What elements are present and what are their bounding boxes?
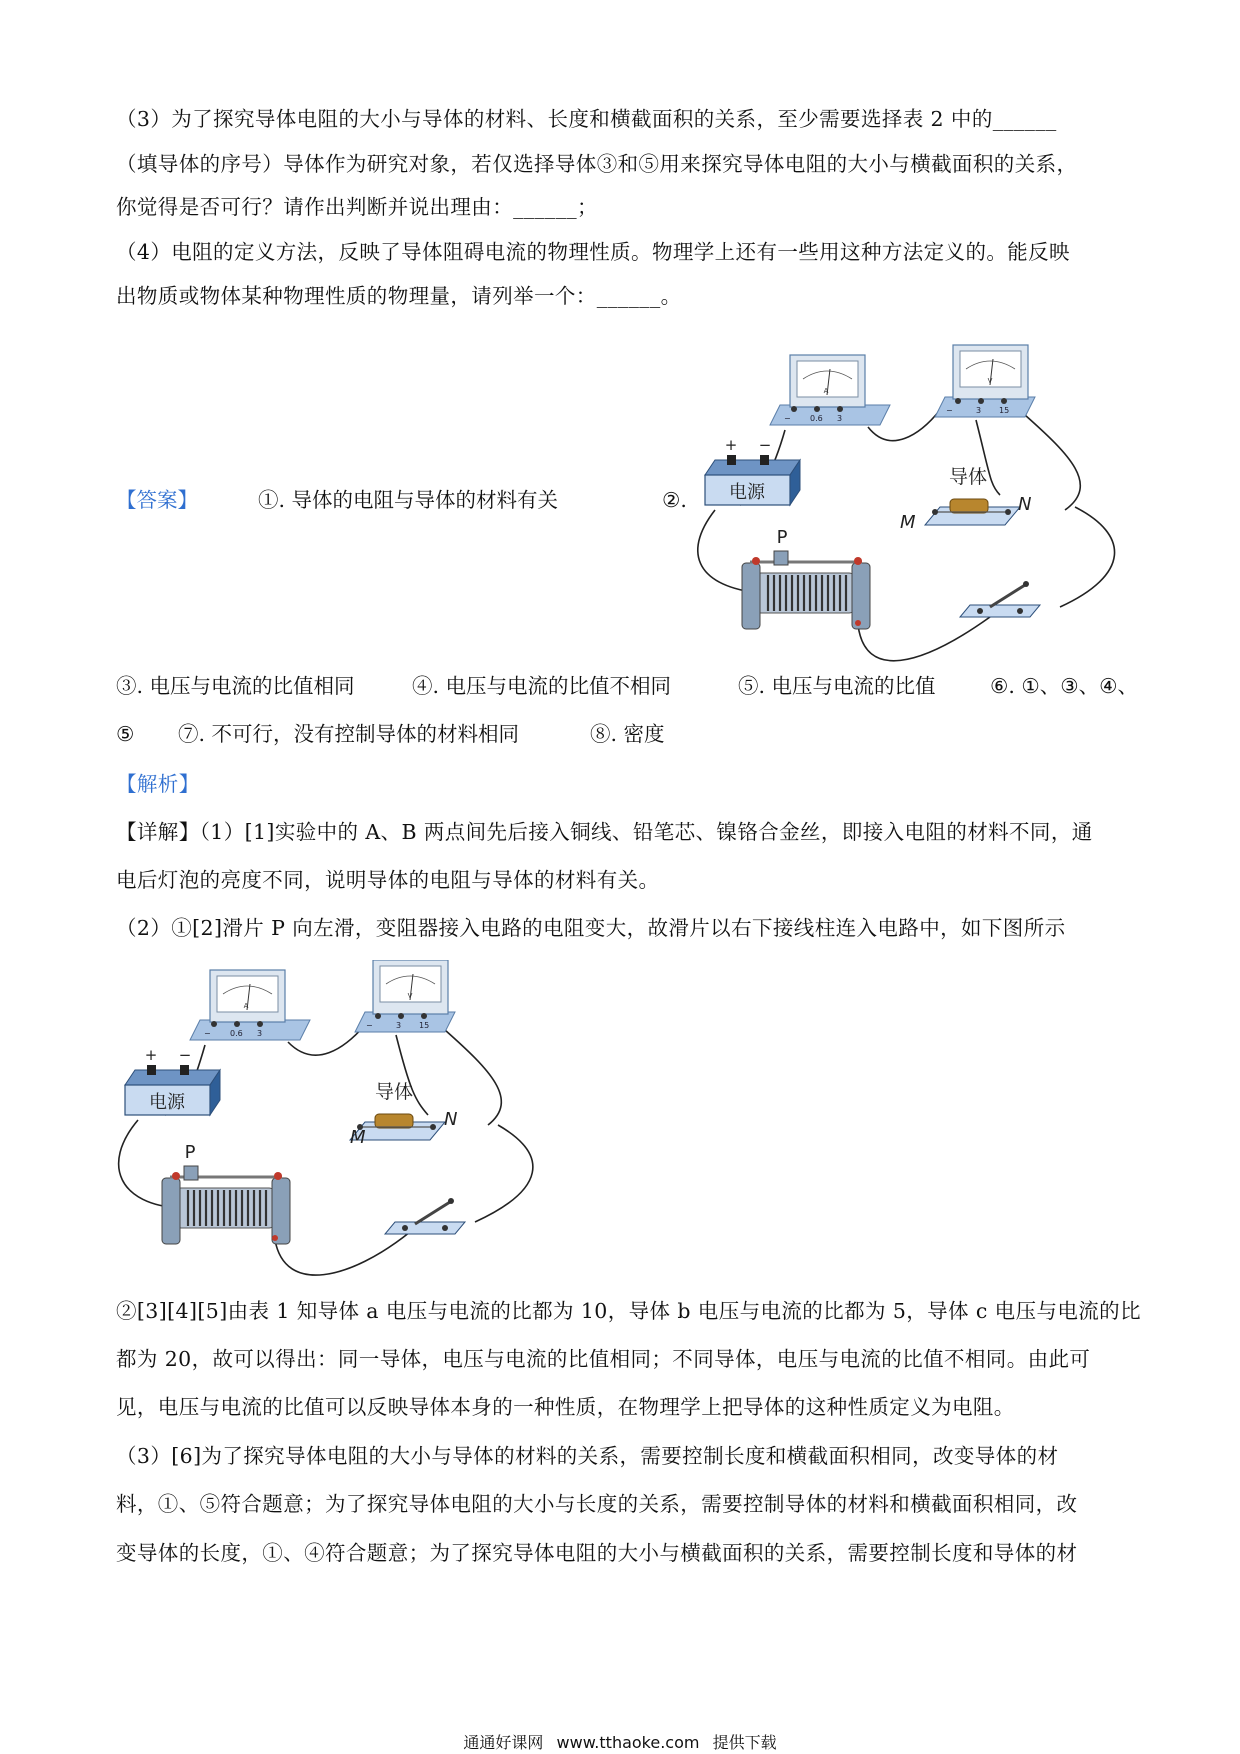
ammeter: [770, 355, 890, 425]
switch: [385, 1198, 465, 1234]
voltmeter-symbol: V: [407, 992, 413, 1000]
power-minus: −: [178, 1046, 192, 1064]
voltmeter-terminal-3: 3: [396, 1021, 402, 1030]
answer-3: ③. 电压与电流的比值相同: [116, 674, 355, 698]
slider-p: P: [776, 527, 788, 548]
footer-action: 提供下载: [712, 1733, 777, 1752]
terminal-n: N: [1018, 494, 1032, 515]
power-source: [705, 436, 800, 505]
answer-8: ⑧. 密度: [590, 722, 665, 746]
answer-7: ⑦. 不可行，没有控制导体的材料相同: [178, 722, 520, 746]
conductor: [900, 466, 1031, 533]
footer-url[interactable]: www.tthaoke.com: [556, 1733, 700, 1752]
q3-line-2: （填导体的序号）导体作为研究对象，若仅选择导体③和⑤用来探究导体电阻的大小与横截面积的关系，: [116, 152, 1078, 176]
conductor-label: 导体: [374, 1081, 414, 1103]
answer-4: ④. 电压与电流的比值不相同: [412, 674, 672, 698]
voltmeter: [935, 345, 1035, 417]
ammeter-symbol: A: [823, 387, 829, 395]
voltmeter-terminal-15: 15: [419, 1021, 430, 1030]
power-source: [125, 1046, 220, 1115]
footer-site-name: 通通好课网: [463, 1733, 544, 1752]
detail-line-9: 变导体的长度，①、④符合题意；为了探究导体电阻的大小与横截面积的关系，需要控制长度和导体的材: [116, 1541, 1078, 1565]
q3-line-1: （3）为了探究导体电阻的大小与导体的材料、长度和横截面积的关系，至少需要选择表 2 中的______: [116, 107, 1057, 131]
detail-line-2: 电后灯泡的亮度不同，说明导体的电阻与导体的材料有关。: [116, 868, 660, 892]
analysis-tag: 【解析】: [116, 772, 200, 796]
power-plus: +: [724, 436, 738, 454]
answer-5: ⑤. 电压与电流的比值: [738, 674, 936, 698]
voltmeter-symbol: V: [987, 377, 993, 385]
answer-6-cont: ⑤: [116, 722, 135, 746]
slider-p: P: [184, 1142, 196, 1163]
switch: [960, 581, 1040, 617]
detail-line-5: 都为 20，故可以得出：同一导体，电压与电流的比值相同；不同导体，电压与电流的比值不相同。由此可: [116, 1347, 1091, 1371]
ammeter-terminal-neg: −: [204, 1029, 211, 1038]
detail-line-7: （3）[6]为了探究导体电阻的大小与导体的材料的关系，需要控制长度和横截面积相同，改变导体的材: [116, 1444, 1059, 1468]
ammeter-terminal-3: 3: [837, 414, 843, 423]
detail-line-3: （2）①[2]滑片 P 向左滑，变阻器接入电路的电阻变大，故滑片以右下接线柱连入电路中，如下图所示: [116, 916, 1066, 940]
circuit-diagram-analysis: [110, 960, 550, 1285]
voltmeter-terminal-neg: −: [366, 1021, 373, 1030]
conductor-label: 导体: [948, 466, 988, 488]
ammeter: [190, 970, 310, 1040]
ammeter-terminal-06: 0.6: [230, 1029, 243, 1038]
page-footer: [0, 1733, 1240, 1753]
ammeter-terminal-3: 3: [257, 1029, 263, 1038]
rheostat: [162, 1142, 290, 1244]
voltmeter: [355, 960, 455, 1032]
q3-line-3: 你觉得是否可行？请作出判断并说出理由：______；: [116, 195, 598, 219]
power-label: 电源: [149, 1092, 185, 1113]
voltmeter-terminal-3: 3: [976, 406, 982, 415]
detail-line-1: 【详解】（1）[1]实验中的 A、B 两点间先后接入铜线、铅笔芯、镍铬合金丝，即接入电阻的材料不同，通: [116, 820, 1093, 844]
power-label: 电源: [729, 482, 765, 503]
ammeter-symbol: A: [243, 1002, 249, 1010]
ammeter-terminal-neg: −: [784, 414, 791, 423]
q4-line-2: 出物质或物体某种物理性质的物理量，请列举一个：______。: [116, 284, 682, 308]
rheostat: [742, 527, 870, 629]
detail-line-4: ②[3][4][5]由表 1 知导体 a 电压与电流的比都为 10，导体 b 电压与电流的比都为 5，导体 c 电压与电流的比: [116, 1299, 1141, 1323]
ammeter-terminal-06: 0.6: [810, 414, 823, 423]
answer-2: ②.: [662, 488, 687, 512]
answer-6: ⑥. ①、③、④、: [990, 674, 1139, 698]
conductor: [350, 1081, 457, 1148]
terminal-m: M: [900, 512, 916, 533]
voltmeter-terminal-neg: −: [946, 406, 953, 415]
answer-1: ①. 导体的电阻与导体的材料有关: [258, 488, 559, 512]
circuit-diagram-answer: [690, 335, 1130, 670]
power-plus: +: [144, 1046, 158, 1064]
terminal-m: M: [350, 1127, 366, 1148]
voltmeter-terminal-15: 15: [999, 406, 1010, 415]
q4-line-1: （4）电阻的定义方法，反映了导体阻碍电流的物理性质。物理学上还有一些用这种方法定义的。能反映: [116, 240, 1070, 264]
terminal-n: N: [444, 1109, 458, 1130]
detail-line-6: 见，电压与电流的比值可以反映导体本身的一种性质，在物理学上把导体的这种性质定义为电阻。: [116, 1395, 1015, 1419]
answer-tag: 【答案】: [116, 488, 198, 512]
power-minus: −: [758, 436, 772, 454]
detail-line-8: 料，①、⑤符合题意；为了探究导体电阻的大小与长度的关系，需要控制导体的材料和横截面积相同，改: [116, 1492, 1078, 1516]
